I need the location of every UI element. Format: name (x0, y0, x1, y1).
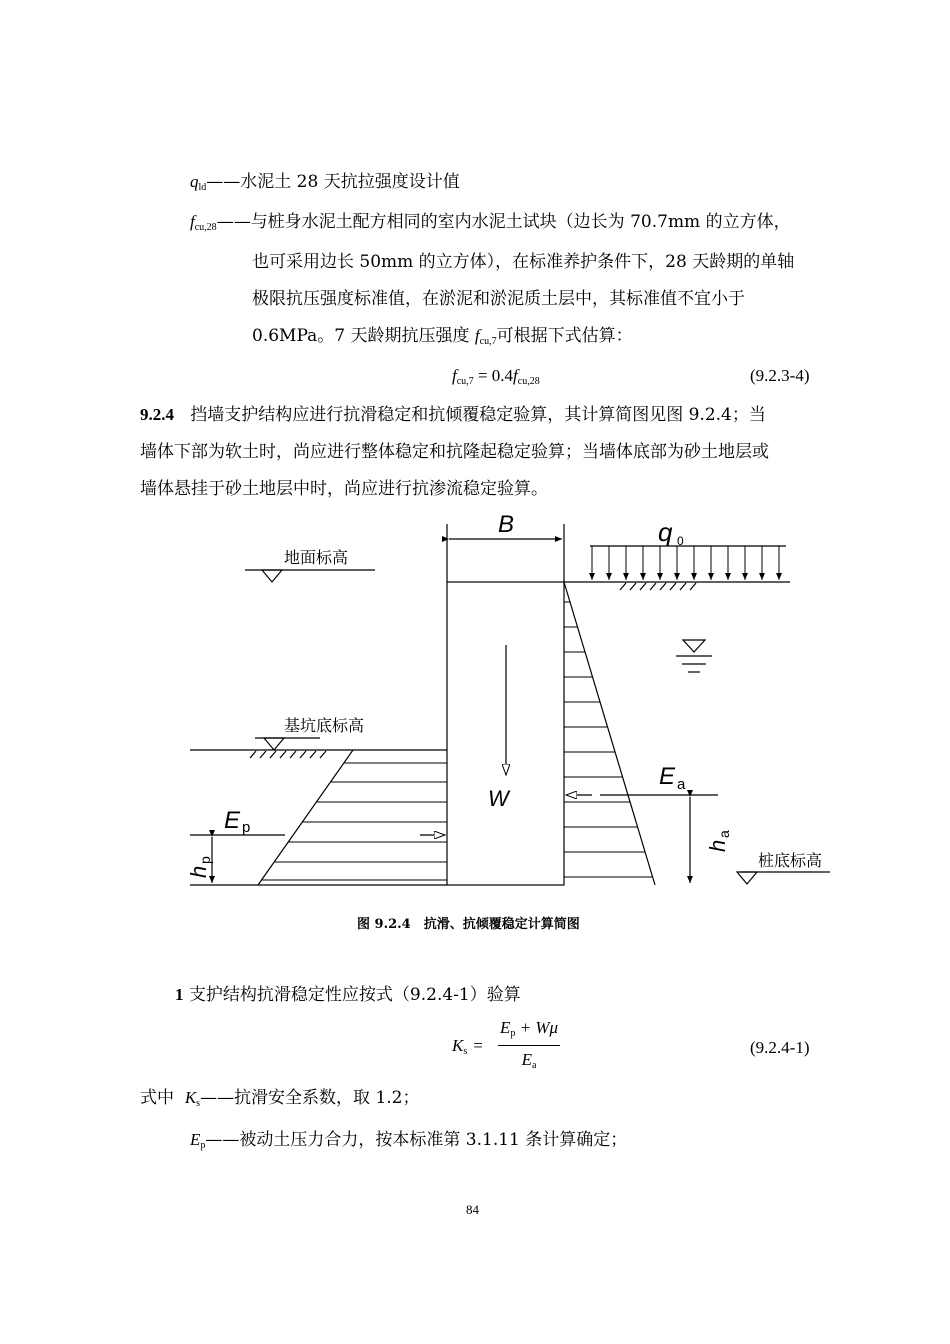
equation-number-9-2-4-1: (9.2.4-1) (750, 1038, 810, 1057)
den-symbol: E (521, 1050, 532, 1069)
passive-pressure-hatch (262, 763, 447, 880)
label-pit-bottom: 基坑底标高 (284, 718, 365, 735)
passive-pressure-edge (258, 750, 353, 885)
label-hp-sub: p (197, 856, 213, 864)
section-text: 挡墙支护结构应进行抗滑稳定和抗倾覆稳定验算，其计算简图见图 9.2.4；当 (190, 405, 766, 425)
definition-text: ——与桩身水泥土配方相同的室内水泥土试块（边长为 70.7mm 的立方体， (216, 212, 791, 232)
ground-level-marker (245, 570, 375, 582)
label-Ea-sub: a (677, 776, 686, 793)
label-ha-h: h (705, 839, 730, 852)
fraction-bar (498, 1045, 560, 1046)
symbol: f (474, 326, 480, 345)
def-fcu28-line2: 也可采用边长 50mm 的立方体），在标准养护条件下，28 天龄期的单轴 (252, 252, 795, 272)
text: 可根据下式估算： (496, 326, 633, 346)
label-W: W (488, 786, 509, 811)
ground-hatch-right (620, 583, 696, 590)
symbol: f (452, 366, 457, 385)
section-9-2-4-line3: 墙体悬挂于砂土地层中时，尚应进行抗渗流稳定验算。 (140, 479, 548, 499)
definition-text: ——水泥土 28 天抗拉强度设计值 (206, 172, 460, 192)
subscript: cu,7 (479, 336, 497, 347)
figure-caption: 图 9.2.4 抗滑、抗倾覆稳定计算简图 (357, 917, 580, 932)
surcharge-arrows (592, 546, 779, 580)
pile-bottom-marker (737, 872, 830, 884)
item-number: 1 (175, 985, 184, 1004)
page-number: 84 (466, 1202, 479, 1217)
num-rest: + Wμ (515, 1018, 559, 1037)
pit-hatch (250, 751, 326, 758)
subscript: cu,7 (456, 376, 474, 387)
section-9-2-4-line1 (140, 405, 766, 425)
where-ks (140, 1088, 420, 1114)
section-number: 9.2.4 (140, 405, 174, 424)
symbol: E (190, 1130, 201, 1149)
equation-9-2-3-4 (452, 366, 540, 392)
label-ha-sub: a (716, 830, 732, 838)
lhs-subscript: s (463, 1046, 468, 1057)
figure-9-2-4 (0, 505, 950, 905)
def-qld (190, 172, 460, 198)
item-1 (175, 985, 521, 1005)
label-q-sub: 0 (677, 534, 684, 548)
num-subscript: p (510, 1028, 516, 1039)
den-subscript: a (531, 1060, 537, 1071)
label-pile-bottom: 桩底标高 (758, 853, 823, 870)
where-ep (190, 1130, 627, 1156)
lhs-symbol: K (452, 1036, 464, 1055)
equation-number: (9.2.3-4) (750, 366, 810, 385)
pit-bottom-marker (255, 738, 320, 750)
subscript: cu,28 (517, 376, 540, 387)
symbol: q (190, 172, 199, 191)
label-q: q (658, 517, 673, 547)
label-hp (186, 856, 213, 878)
def-fcu28-line3: 极限抗压强度标准值，在淤泥和淤泥质土层中，其标准值不宜小于 (252, 289, 745, 309)
label-Ea: E (659, 763, 676, 790)
definition-text: ——抗滑安全系数，取 1.2； (200, 1088, 420, 1108)
section-9-2-4-line2: 墙体下部为软土时，尚应进行整体稳定和抗隆起稳定验算；当墙体底部为砂土地层或 (140, 442, 769, 462)
subscript: p (200, 1140, 206, 1151)
operator: = 0.4 (473, 366, 514, 385)
text: 0.6MPa。7 天龄期抗压强度 (252, 326, 470, 346)
label-ha (705, 830, 732, 852)
definition-text: ——被动土压力合力，按本标准第 3.1.11 条计算确定； (205, 1130, 628, 1150)
item-text: 支护结构抗滑稳定性应按式（9.2.4-1）验算 (183, 985, 521, 1005)
subscript: cu,28 (194, 222, 217, 233)
subscript: ld (198, 182, 207, 193)
water-table-symbol (676, 640, 712, 672)
label-hp-h: h (186, 865, 211, 878)
def-fcu28-line4 (252, 326, 633, 352)
num-symbol: E (499, 1018, 511, 1037)
symbol: f (513, 366, 518, 385)
label-ground-level: 地面标高 (284, 550, 349, 567)
where-prefix: 式中 (140, 1088, 174, 1108)
label-Ep: E (224, 807, 241, 834)
symbol: K (184, 1088, 197, 1107)
subscript: s (196, 1098, 201, 1109)
label-B: B (498, 511, 515, 538)
symbol: f (190, 212, 195, 231)
label-Ep-sub: p (242, 819, 251, 836)
def-fcu28 (190, 212, 791, 238)
